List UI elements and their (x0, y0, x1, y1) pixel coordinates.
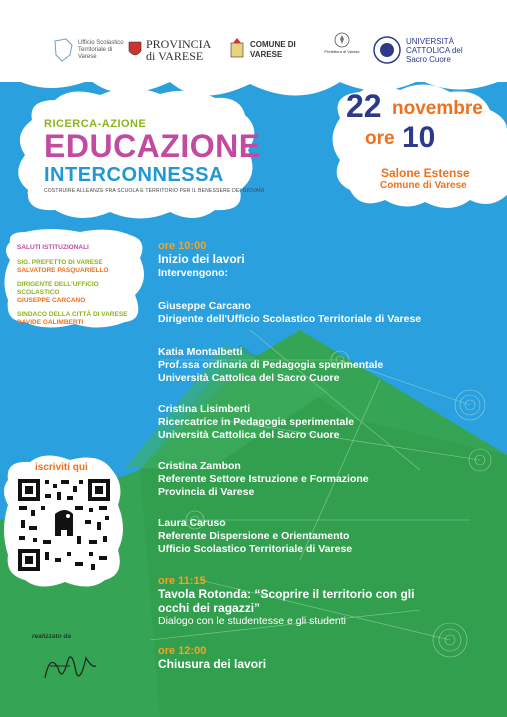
speaker (158, 517, 352, 556)
saluti-name: GIUSEPPE CARCANO (17, 297, 86, 304)
session-time: ore 12:00 (158, 645, 207, 657)
session-time: ore 10:00 (158, 240, 207, 252)
provincia-crest-icon (128, 41, 142, 59)
session-title: Tavola Rotonda: “Scoprire il territorio con gli (158, 587, 415, 601)
comune-crest-icon (228, 37, 246, 63)
saluti-role: SIG. PREFETTO DI VARESE (17, 259, 103, 266)
comune-text: COMUNE DI VARESE (250, 40, 296, 59)
cattolica-logo (372, 30, 472, 70)
event-place2: Comune di Varese (380, 180, 467, 191)
ufficio-scolastico-logo (52, 30, 126, 70)
speaker-role: Università Cattolica del Sacro Cuore (158, 372, 340, 384)
session-title: Chiusura dei lavori (158, 657, 267, 671)
saluti-heading: SALUTI ISTITUZIONALI (17, 244, 89, 251)
speaker-role: Provincia di Varese (158, 486, 255, 498)
speaker (158, 460, 369, 499)
lombardia-map-icon (52, 37, 74, 63)
speaker (158, 403, 354, 442)
session-subtitle: Intervengono: (158, 267, 228, 279)
title-line2: INTERCONNESSA (44, 164, 224, 186)
saluti-role: SINDACO DELLA CITTÀ DI VARESE (17, 311, 128, 318)
speaker-role: Ricercatrice in Pedagogia sperimentale (158, 416, 355, 428)
speaker (158, 300, 421, 326)
event-day: 22 (346, 88, 382, 124)
event-month: novembre (392, 98, 483, 119)
session-title: occhi dei ragazzi” (158, 601, 261, 615)
provincia-logo (128, 30, 216, 70)
saluti-name: DAVIDE GALIMBERTI (17, 319, 84, 326)
speaker-role: Ufficio Scolastico Territoriale di Varese (158, 543, 353, 555)
prefettura-logo (322, 32, 362, 72)
speaker-role: Referente Dispersione e Orientamento (158, 530, 350, 542)
event-place: Salone Estense (381, 166, 470, 180)
italy-emblem-icon (334, 32, 350, 48)
session-title: Inizio dei lavori (158, 252, 245, 266)
kicker: RICERCA-AZIONE (44, 118, 147, 130)
ufficio-scolastico-text: Ufficio Scolastico Territoriale di Varese (78, 39, 124, 60)
cattolica-text: UNIVERSITÀ CATTOLICA del Sacro Cuore (406, 36, 463, 64)
saluti-role: DIRIGENTE DELL'UFFICIO SCOLASTICO (17, 281, 99, 296)
speaker-role: Prof.ssa ordinaria di Pedagogia sperimentale (158, 359, 384, 371)
saluti-name: SALVATORE PASQUARIELLO (17, 267, 109, 274)
signature-icon (40, 648, 100, 688)
speaker-role: Università Cattolica del Sacro Cuore (158, 429, 340, 441)
speaker-role: Referente Settore Istruzione e Formazione (158, 473, 369, 485)
iscriviti-label: iscriviti qui (35, 462, 88, 473)
speaker-name: Cristina Zambon (158, 460, 241, 472)
session-time: ore 11:15 (158, 575, 206, 587)
prefettura-text: Prefettura di Varese (324, 49, 360, 54)
speaker-name: Laura Caruso (158, 517, 226, 529)
tagline: COSTRUIRE ALLEANZE FRA SCUOLA E TERRITORIO PER IL BENESSERE DEI GIOVANI (44, 188, 265, 194)
speaker-name: Giuseppe Carcano (158, 300, 251, 312)
credits-label: realizzato da (32, 633, 72, 640)
programme-session-3 (158, 645, 266, 672)
comune-logo (228, 30, 306, 70)
saluti-block (17, 244, 137, 327)
title-line1: EDUCAZIONE (44, 128, 261, 164)
cattolica-seal-icon (372, 35, 402, 65)
programme-session-1 (158, 240, 245, 280)
speaker (158, 346, 383, 385)
programme-session-2 (158, 575, 414, 628)
speaker-name: Cristina Lisimberti (158, 403, 251, 415)
speaker-role: Dirigente dell'Ufficio Scolastico Territoriale di Varese (158, 313, 422, 325)
qr-code[interactable] (15, 476, 113, 574)
session-subtitle: Dialogo con le studentesse e gli studenti (158, 615, 346, 627)
event-ore-label: ore (365, 128, 395, 149)
speaker-name: Katia Montalbetti (158, 346, 243, 358)
provincia-text: PROVINCIA di VARESE (146, 37, 211, 63)
qr-code-icon (15, 476, 113, 574)
event-hour: 10 (402, 121, 436, 154)
